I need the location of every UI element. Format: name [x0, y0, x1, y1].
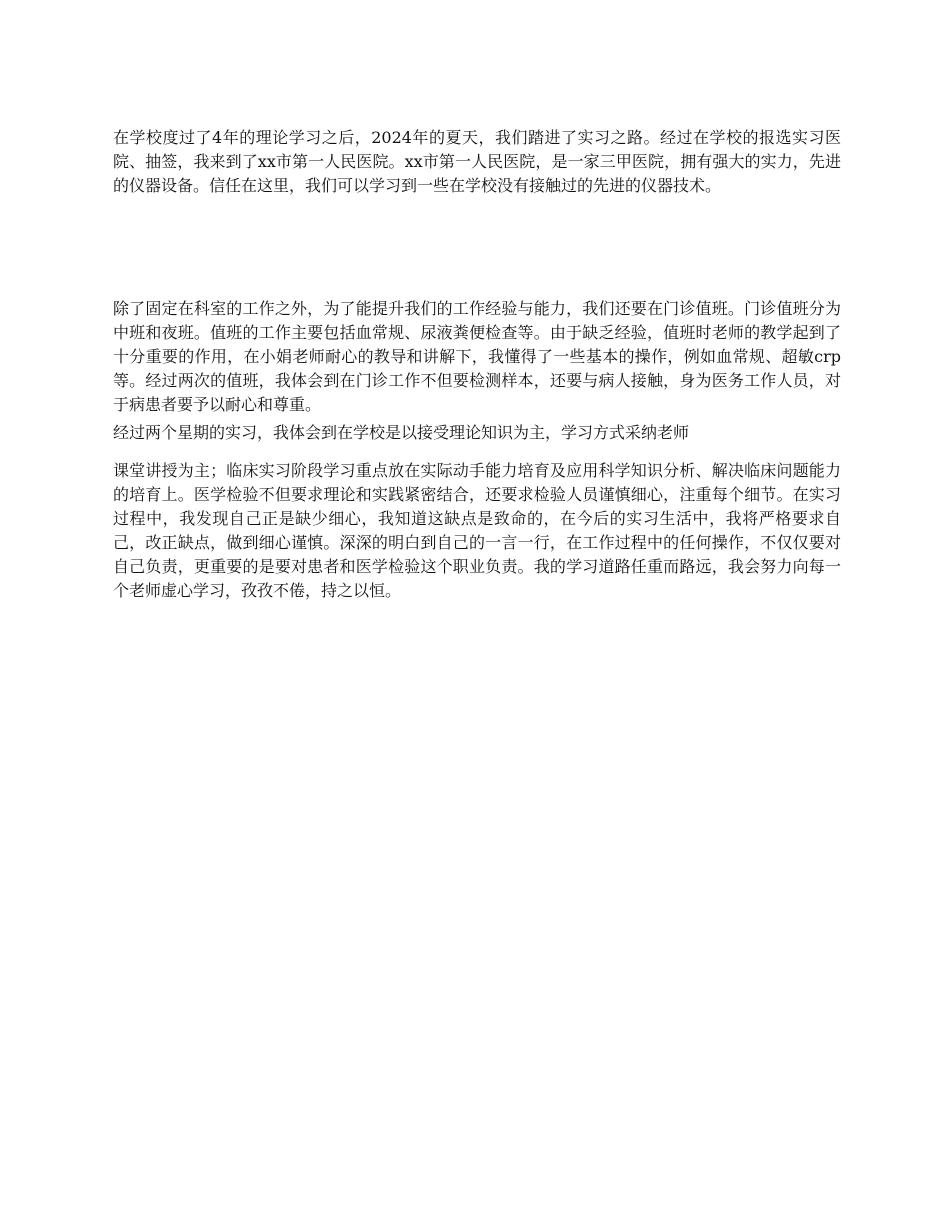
paragraph-two-weeks: 经过两个星期的实习，我体会到在学校是以接受理论知识为主，学习方式采纳老师 [113, 423, 690, 442]
paragraph-outpatient-duty: 除了固定在科室的工作之外，为了能提升我们的工作经验与能力，我们还要在门诊值班。门诊值班分为中班和夜班。值班的工作主要包括血常规、尿液粪便检查等。由于缺乏经验，值班时老师的教学起到了十分重要的作用，在小娟老师耐心的教导和讲解下，我懂得了一些基本的操作，例如血常规、超敏crp等。经过两次的值班，我体会到在门诊工作不但要检测样本，还要与病人接触，身为医务工作人员，对于病患者要予以耐心和尊重。 [113, 299, 841, 414]
paragraph-clinical-practice: 课堂讲授为主；临床实习阶段学习重点放在实际动手能力培育及应用科学知识分析、解决临床问题能力的培育上。医学检验不但要求理论和实践紧密结合，还要求检验人员谨慎细心，注重每个细节。在实习过程中，我发现自己正是缺少细心，我知道这缺点是致命的，在今后的实习生活中，我将严格要求自己，改正缺点，做到细心谨慎。深深的明白到自己的一言一行，在工作过程中的任何操作，不仅仅要对自己负责，更重要的是要对患者和医学检验这个职业负责。我的学习道路任重而路远，我会努力向每一个老师虚心学习，孜孜不倦，持之以恒。 [113, 461, 841, 600]
paragraph-internship-intro: 在学校度过了4年的理论学习之后，2024年的夏天，我们踏进了实习之路。经过在学校的报选实习医院、抽签，我来到了xx市第一人民医院。xx市第一人民医院，是一家三甲医院，拥有强大的实力，先进的仪器设备。信任在这里，我们可以学习到一些在学校没有接触过的先进的仪器技术。 [113, 128, 841, 195]
